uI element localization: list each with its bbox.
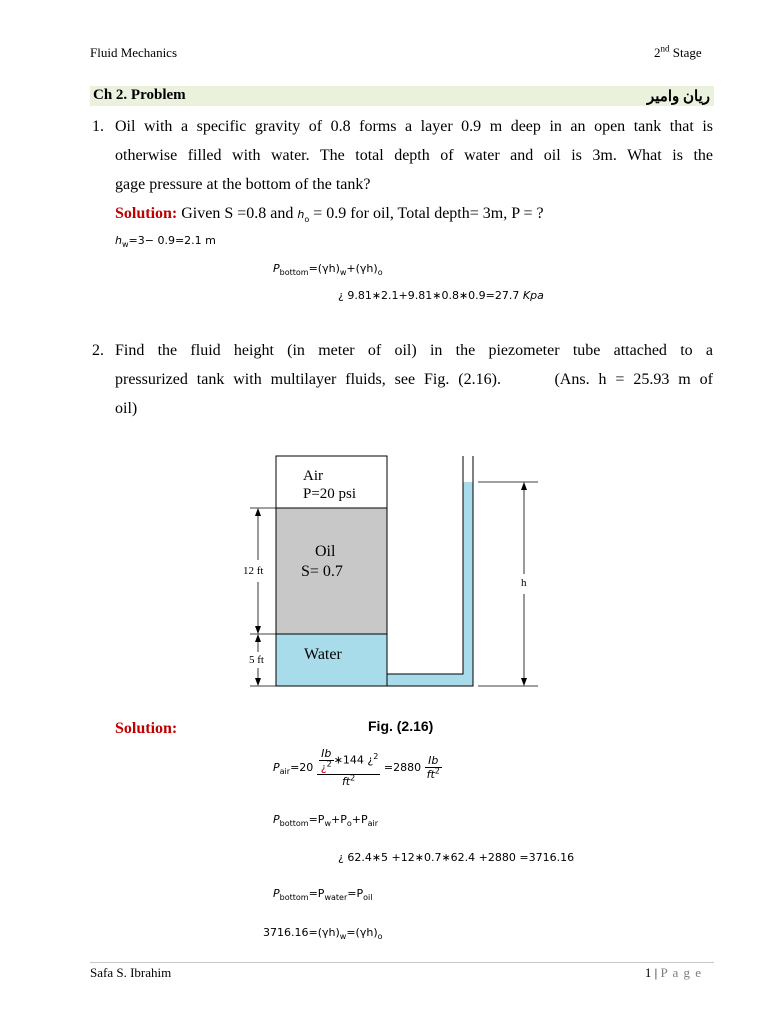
pbot-b: +P: [330, 813, 347, 826]
page-word: P a g e: [660, 965, 702, 980]
pbot-b-sub: o: [346, 819, 352, 829]
arrow-12-down: [255, 626, 261, 634]
pair-sub: air: [279, 767, 291, 777]
pair-in: ¿: [320, 761, 327, 774]
pair-res-ft-sq: $ft^2$: [426, 766, 440, 781]
given-ho-sub: o: [304, 215, 310, 225]
stage-word: Stage: [672, 45, 702, 60]
pw-b: =P: [347, 887, 364, 900]
solution-label: Solution:: [115, 205, 178, 222]
pbot-lhs: P: [273, 813, 280, 826]
eq3-value: ¿ 9.81∗2.1+9.81∗0.8∗0.9=27.7: [338, 289, 520, 302]
dim-5ft-label: 5 ft: [249, 654, 264, 666]
eq-hw-h: h: [115, 234, 122, 247]
channel-outline: [387, 456, 473, 686]
pbot-a-sub: w: [324, 819, 331, 829]
eq-pair: [273, 747, 442, 788]
water-label: Water: [304, 646, 342, 663]
pair-mult: ∗144 ¿: [333, 753, 374, 767]
eq-hw-sub: w: [121, 240, 129, 250]
tube-water: [463, 482, 473, 686]
given-a: Given S =0.8 and: [181, 205, 294, 222]
oil-label: Oil: [315, 543, 336, 560]
pw-a-sub: water: [324, 893, 348, 903]
footer-divider: [90, 962, 714, 963]
pair-inner-frac: [319, 747, 334, 774]
last-sub2: o: [377, 932, 383, 942]
eq2-sub2: o: [377, 268, 383, 278]
pair-in-sq: ¿$^2$: [320, 759, 332, 774]
eq2-rhs: =(γh): [308, 262, 340, 275]
eq-hw: [115, 234, 216, 250]
arrow-5-up: [255, 634, 261, 642]
tank-figure: [238, 448, 558, 698]
chapter-bar: [90, 86, 714, 106]
pair-eq: =20: [290, 761, 314, 774]
given-ho: h: [297, 208, 305, 221]
header-left: Fluid Mechanics: [90, 45, 178, 60]
eq-last: [263, 926, 383, 942]
pair-result: =2880: [383, 761, 422, 774]
eq-pbottom-1: [273, 262, 383, 278]
eq2-sub1: w: [339, 268, 347, 278]
eq-calc: ¿ 62.4∗5 +12∗0.7∗62.4 +2880 =3716.16: [338, 851, 575, 864]
chapter-author-arabic: ريان وامير: [646, 89, 710, 105]
pair-res-ft: ft: [426, 768, 435, 781]
chapter-title: Ch 2. Problem: [93, 87, 186, 103]
pair-numerator: $\frac{Ib}{¿^2}$ ∗144 ¿$^2$: [317, 747, 381, 775]
pair-fraction: [317, 747, 381, 788]
bottom-channel-water: [387, 674, 473, 686]
footer: [90, 965, 714, 981]
problem1-line2: otherwise filled with water. The total depth of water and oil is 3m. What is the: [115, 147, 713, 164]
pw-lhs: P: [273, 887, 280, 900]
problem2-number: 2.: [92, 342, 104, 359]
pbot-c: +P: [351, 813, 368, 826]
last-b: =(γh): [346, 926, 378, 939]
page-separator: |: [654, 965, 658, 980]
pw-b-sub: oil: [363, 893, 373, 903]
problem2-line3: oil): [115, 400, 138, 417]
problem1-line3: gage pressure at the bottom of the tank?: [115, 176, 371, 193]
pair-denominator: $ft^2$: [341, 773, 356, 788]
given-b: = 0.9 for oil, Total depth= 3m, P = ?: [313, 205, 544, 222]
pbot-c-sub: air: [367, 819, 379, 829]
eq3-unit: Kpa: [522, 289, 544, 302]
eq-pbottom-sum: [273, 813, 379, 829]
last-a: 3716.16=(γh): [263, 926, 340, 939]
dim-12ft-label: 12 ft: [243, 565, 264, 577]
problem2-line2: pressurized tank with multilayer fluids, see Fig. (2.16). (Ans. h = 25.93 m of: [115, 371, 713, 388]
solution2-label: Solution:: [115, 720, 178, 737]
pw-a: =P: [308, 887, 325, 900]
page-number: 1: [644, 965, 652, 980]
eq-pbottom-equal: [273, 887, 373, 903]
pbot-sub: bottom: [279, 819, 309, 829]
eq2-lhs-sub: bottom: [279, 268, 309, 278]
dim-h-label: h: [521, 577, 527, 589]
pair-result-unit: [425, 754, 442, 781]
last-sub1: w: [339, 932, 347, 942]
figure-caption: Fig. (2.16): [368, 718, 434, 734]
arrow-5-down: [255, 678, 261, 686]
pw-sub: bottom: [279, 893, 309, 903]
footer-author: Safa S. Ibrahim: [90, 965, 172, 980]
problem2-line1: Find the fluid height (in meter of oil) in the piezometer tube attached to a: [115, 342, 713, 359]
oil-s: S= 0.7: [301, 563, 343, 580]
eq2-lhs: P: [273, 262, 280, 275]
air-pressure: P=20 psi: [303, 486, 357, 502]
header-right: [654, 45, 702, 61]
channel-inner: [387, 456, 463, 674]
arrow-h-up: [521, 482, 527, 490]
eq-pbottom-2: [338, 289, 544, 302]
arrow-h-down: [521, 678, 527, 686]
problem1-solution-line: [115, 205, 544, 223]
stage-number: 2: [654, 45, 661, 60]
arrow-12-up: [255, 508, 261, 516]
stage-suffix: nd: [660, 43, 670, 54]
pair-ft: ft: [341, 775, 351, 788]
pbot-a: =P: [308, 813, 325, 826]
eq-hw-rest: =3− 0.9=2.1 m: [128, 234, 216, 247]
eq2-mid: +(γh): [346, 262, 378, 275]
pair-res-ib: Ib: [425, 754, 442, 768]
footer-page: [645, 965, 702, 981]
air-label: Air: [303, 468, 323, 484]
problem1-number: 1.: [92, 118, 104, 135]
pair-ib: Ib: [319, 747, 334, 761]
pair-lhs: P: [273, 761, 280, 774]
problem1-line1: Oil with a specific gravity of 0.8 forms a layer 0.9 m deep in an open tank that is: [115, 118, 713, 135]
